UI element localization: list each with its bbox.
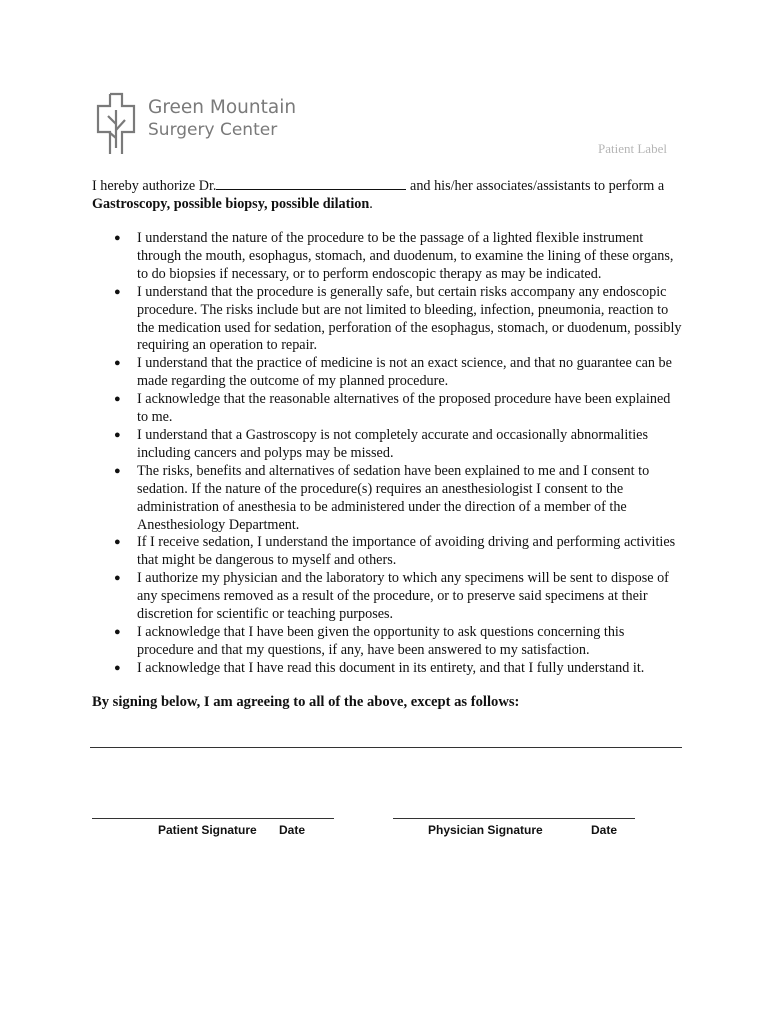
agreement-statement: By signing below, I am agreeing to all of the above, except as follows: (92, 694, 520, 710)
bullet-icon: ● (114, 464, 121, 477)
list-item (112, 284, 684, 356)
list-item-text: I understand the nature of the procedure to be the passage of a lighted flexible instrument through the mouth, esophagus, stomach, and duodenum, to examine the lining of these organs, to do biopsies if necessary, or to perform endoscopic therapy as may be indicated. (137, 230, 674, 282)
intro-text-part1: I hereby authorize Dr. (92, 178, 217, 194)
bullet-icon: ● (114, 357, 121, 370)
bullet-icon: ● (114, 661, 121, 674)
bullet-icon: ● (114, 428, 121, 441)
procedure-name: Gastroscopy, possible biopsy, possible dilation (92, 196, 370, 212)
physician-signature-line[interactable] (393, 818, 635, 819)
physician-signature-label: Physician Signature (428, 823, 543, 837)
physician-date-label: Date (591, 823, 618, 837)
list-item-text: The risks, benefits and alternatives of sedation have been explained to me and I consent to sedation. If the nature of the procedure(s) requires an anesthesiologist I consent to the administration of anesthesia to be administered under the direction of a member of the Anesthesiology Department. (137, 462, 650, 533)
intro-text-part2: and his/her associates/assistants to perform a (410, 178, 665, 194)
bullet-icon: ● (114, 625, 121, 638)
patient-label-placeholder: Patient Label (598, 141, 667, 156)
logo-name-line1: Green Mountain (148, 97, 297, 118)
logo-name-line2: Surgery Center (148, 120, 278, 140)
patient-date-label: Date (279, 823, 306, 837)
bullet-icon: ● (114, 285, 121, 298)
list-item-text: If I receive sedation, I understand the importance of avoiding driving and performing activities that might be dangerous to myself and others. (137, 534, 676, 569)
list-item (112, 660, 684, 678)
list-item (112, 391, 684, 427)
bullet-icon: ● (114, 572, 121, 585)
list-item-text: I acknowledge that the reasonable alternatives of the proposed procedure have been explained to me. (137, 391, 671, 426)
list-item (112, 355, 684, 391)
list-item (112, 427, 684, 463)
list-item-text: I understand that the procedure is generally safe, but certain risks accompany any endoscopic procedure. The risks include but are not limited to bleeding, infection, pneumonia, reaction to the medication used for sedation, perforation of the esophagus, stomach, or duodenum, possibly requiring an operation to repair. (137, 283, 682, 354)
list-item (112, 534, 684, 570)
list-item (112, 230, 684, 284)
bullet-icon: ● (114, 232, 121, 244)
doctor-name-field[interactable] (216, 177, 406, 190)
bullet-icon: ● (114, 536, 121, 549)
list-item (112, 570, 684, 624)
logo-wordmark (148, 96, 296, 142)
logo (96, 92, 296, 156)
list-item (112, 463, 684, 535)
tree-icon (96, 92, 140, 156)
patient-signature-label: Patient Signature (158, 823, 257, 837)
consent-statements-list (112, 230, 684, 678)
bullet-icon: ● (114, 393, 121, 406)
list-item-text: I understand that a Gastroscopy is not completely accurate and occasionally abnormalities including cancers and polyps may be missed. (137, 426, 648, 461)
list-item-text: I authorize my physician and the laboratory to which any specimens will be sent to dispose of any specimens removed as a result of the procedure, or to preserve said specimens at their discretion for scientific or teaching purposes. (137, 570, 669, 623)
list-item-text: I understand that the practice of medicine is not an exact science, and that no guarantee can be made regarding the outcome of my planned procedure. (137, 355, 672, 390)
patient-signature-line[interactable] (92, 818, 334, 819)
list-item-text: I acknowledge that I have been given the opportunity to ask questions concerning this procedure and that my questions, if any, have been answered to my satisfaction. (137, 623, 625, 658)
authorization-statement (92, 177, 672, 213)
list-item-text: I acknowledge that I have read this document in its entirety, and that I fully understand it. (137, 659, 645, 676)
exceptions-field[interactable] (90, 747, 682, 748)
list-item (112, 624, 684, 660)
intro-period: . (369, 196, 373, 212)
